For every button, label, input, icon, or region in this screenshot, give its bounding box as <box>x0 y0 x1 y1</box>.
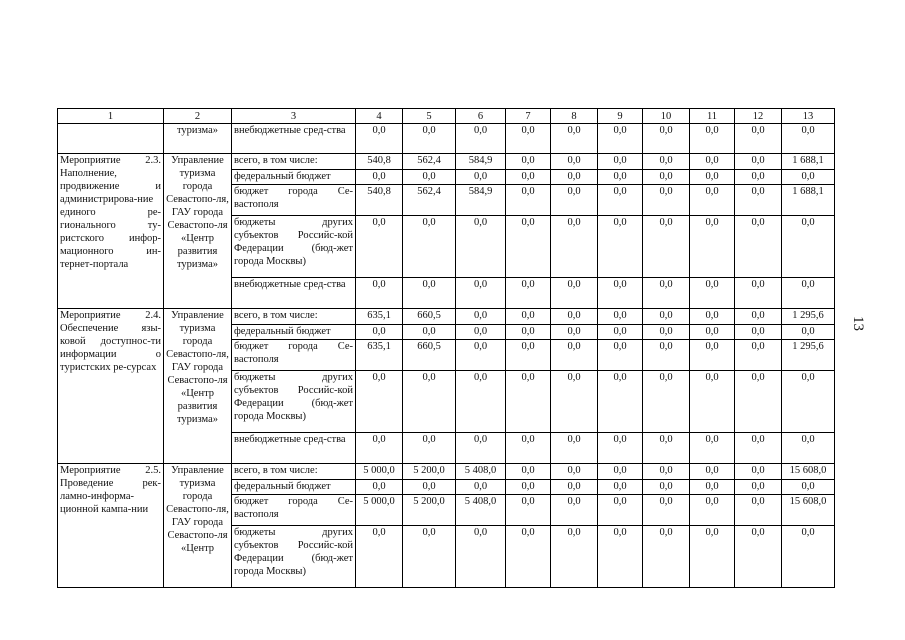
funding-source-cell: всего, в том числе: <box>232 309 356 325</box>
value-cell: 0,0 <box>598 309 643 325</box>
value-cell: 0,0 <box>456 216 506 278</box>
value-cell: 5 200,0 <box>403 495 456 526</box>
value-cell: 0,0 <box>643 480 690 495</box>
table-row <box>58 464 835 480</box>
value-cell: 0,0 <box>456 433 506 464</box>
funding-source-cell: федеральный бюджет <box>232 480 356 495</box>
total-value-cell: 15 608,0 <box>782 495 835 526</box>
column-number: 11 <box>690 109 735 124</box>
value-cell: 0,0 <box>690 154 735 170</box>
funding-source-cell: внебюджетные сред-ства <box>232 124 356 154</box>
value-cell: 0,0 <box>506 433 551 464</box>
value-cell: 0,0 <box>690 216 735 278</box>
value-cell: 0,0 <box>735 185 782 216</box>
total-value-cell: 1 295,6 <box>782 340 835 371</box>
value-cell: 0,0 <box>551 124 598 154</box>
value-cell: 0,0 <box>735 526 782 588</box>
funding-source-cell: федеральный бюджет <box>232 170 356 185</box>
event-cell: Мероприятие 2.4. Обеспечение язы-ковой доступнос-ти информации о туристских ре-сурсах <box>58 309 164 464</box>
value-cell: 0,0 <box>551 433 598 464</box>
value-cell: 0,0 <box>598 325 643 340</box>
funding-source-cell: бюджеты других субъектов Российс-кой Федерации (бюд-жет города Москвы) <box>232 371 356 433</box>
value-cell: 0,0 <box>735 495 782 526</box>
table-row <box>58 309 835 325</box>
value-cell: 0,0 <box>643 216 690 278</box>
value-cell: 0,0 <box>456 371 506 433</box>
event-cell: Мероприятие 2.3. Наполнение, продвижение и администрирова-ние единого ре-гионального ту-ристского инфор-мационного ин-тернет-портала <box>58 154 164 309</box>
value-cell: 0,0 <box>506 185 551 216</box>
column-number: 10 <box>643 109 690 124</box>
value-cell: 0,0 <box>506 124 551 154</box>
value-cell: 562,4 <box>403 154 456 170</box>
funding-source-cell: федеральный бюджет <box>232 325 356 340</box>
total-value-cell: 0,0 <box>782 325 835 340</box>
value-cell: 0,0 <box>643 278 690 309</box>
value-cell: 0,0 <box>506 325 551 340</box>
value-cell: 0,0 <box>598 433 643 464</box>
value-cell: 0,0 <box>643 464 690 480</box>
table-row <box>58 124 835 154</box>
value-cell: 0,0 <box>643 371 690 433</box>
value-cell: 0,0 <box>356 371 403 433</box>
value-cell: 0,0 <box>456 124 506 154</box>
value-cell: 0,0 <box>690 309 735 325</box>
value-cell: 0,0 <box>598 185 643 216</box>
value-cell: 0,0 <box>643 309 690 325</box>
value-cell: 0,0 <box>551 526 598 588</box>
total-value-cell: 1 688,1 <box>782 185 835 216</box>
value-cell: 0,0 <box>690 480 735 495</box>
value-cell: 0,0 <box>551 340 598 371</box>
value-cell: 0,0 <box>598 124 643 154</box>
executor-cell: туризма» <box>164 124 232 154</box>
value-cell: 0,0 <box>690 526 735 588</box>
value-cell: 0,0 <box>551 216 598 278</box>
value-cell: 0,0 <box>506 170 551 185</box>
value-cell: 0,0 <box>356 124 403 154</box>
value-cell: 5 000,0 <box>356 495 403 526</box>
value-cell: 0,0 <box>735 340 782 371</box>
value-cell: 0,0 <box>690 124 735 154</box>
value-cell: 0,0 <box>356 278 403 309</box>
value-cell: 0,0 <box>403 371 456 433</box>
value-cell: 0,0 <box>456 278 506 309</box>
value-cell: 635,1 <box>356 340 403 371</box>
value-cell: 635,1 <box>356 309 403 325</box>
column-number: 9 <box>598 109 643 124</box>
funding-source-cell: бюджеты других субъектов Российс-кой Федерации (бюд-жет города Москвы) <box>232 216 356 278</box>
value-cell: 0,0 <box>735 124 782 154</box>
value-cell: 0,0 <box>690 170 735 185</box>
column-number: 12 <box>735 109 782 124</box>
value-cell: 0,0 <box>598 154 643 170</box>
value-cell: 540,8 <box>356 185 403 216</box>
value-cell: 0,0 <box>403 216 456 278</box>
value-cell: 0,0 <box>506 216 551 278</box>
total-value-cell: 0,0 <box>782 124 835 154</box>
table-body <box>58 109 835 588</box>
value-cell: 0,0 <box>551 278 598 309</box>
total-value-cell: 0,0 <box>782 371 835 433</box>
value-cell: 0,0 <box>598 371 643 433</box>
value-cell: 0,0 <box>735 278 782 309</box>
value-cell: 5 200,0 <box>403 464 456 480</box>
value-cell: 0,0 <box>456 340 506 371</box>
value-cell: 0,0 <box>403 433 456 464</box>
value-cell: 0,0 <box>690 495 735 526</box>
value-cell: 0,0 <box>598 170 643 185</box>
value-cell: 0,0 <box>403 480 456 495</box>
value-cell: 0,0 <box>735 480 782 495</box>
value-cell: 0,0 <box>456 325 506 340</box>
funding-source-cell: бюджет города Се-вастополя <box>232 495 356 526</box>
value-cell: 0,0 <box>735 170 782 185</box>
value-cell: 0,0 <box>456 480 506 495</box>
total-value-cell: 1 688,1 <box>782 154 835 170</box>
value-cell: 0,0 <box>506 480 551 495</box>
event-cell: Мероприятие 2.5. Проведение рек-ламно-информа-ционной кампа-нии <box>58 464 164 588</box>
value-cell: 0,0 <box>643 495 690 526</box>
value-cell: 0,0 <box>643 185 690 216</box>
value-cell: 0,0 <box>598 495 643 526</box>
value-cell: 0,0 <box>506 309 551 325</box>
value-cell: 0,0 <box>403 526 456 588</box>
value-cell: 0,0 <box>356 170 403 185</box>
value-cell: 0,0 <box>356 480 403 495</box>
funding-source-cell: бюджет города Се-вастополя <box>232 340 356 371</box>
value-cell: 0,0 <box>403 170 456 185</box>
value-cell: 0,0 <box>690 340 735 371</box>
value-cell: 0,0 <box>551 154 598 170</box>
value-cell: 0,0 <box>598 526 643 588</box>
total-value-cell: 15 608,0 <box>782 464 835 480</box>
column-number: 13 <box>782 109 835 124</box>
value-cell: 0,0 <box>506 464 551 480</box>
total-value-cell: 0,0 <box>782 433 835 464</box>
total-value-cell: 1 295,6 <box>782 309 835 325</box>
value-cell: 0,0 <box>735 216 782 278</box>
value-cell: 0,0 <box>735 154 782 170</box>
total-value-cell: 0,0 <box>782 216 835 278</box>
value-cell: 0,0 <box>506 526 551 588</box>
value-cell: 584,9 <box>456 185 506 216</box>
total-value-cell: 0,0 <box>782 278 835 309</box>
value-cell: 0,0 <box>735 433 782 464</box>
value-cell: 0,0 <box>735 309 782 325</box>
value-cell: 0,0 <box>403 325 456 340</box>
funding-source-cell: внебюджетные сред-ства <box>232 433 356 464</box>
executor-cell: Управление туризма города Севастопо-ля, ГАУ города Севастопо-ля «Центр <box>164 464 232 588</box>
value-cell: 0,0 <box>690 464 735 480</box>
value-cell: 0,0 <box>643 170 690 185</box>
value-cell: 0,0 <box>506 371 551 433</box>
executor-cell: Управление туризма города Севастопо-ля, ГАУ города Севастопо-ля «Центр развития туризма» <box>164 309 232 464</box>
value-cell: 0,0 <box>551 325 598 340</box>
page-number: 13 <box>850 316 866 331</box>
funding-source-cell: внебюджетные сред-ства <box>232 278 356 309</box>
total-value-cell: 0,0 <box>782 526 835 588</box>
value-cell: 0,0 <box>403 278 456 309</box>
column-number: 2 <box>164 109 232 124</box>
value-cell: 0,0 <box>598 480 643 495</box>
executor-cell: Управление туризма города Севастопо-ля, ГАУ города Севастопо-ля «Центр развития туризма» <box>164 154 232 309</box>
funding-source-cell: бюджет города Се-вастополя <box>232 185 356 216</box>
value-cell: 0,0 <box>643 340 690 371</box>
column-number-row <box>58 109 835 124</box>
value-cell: 0,0 <box>598 464 643 480</box>
value-cell: 0,0 <box>456 170 506 185</box>
table-row <box>58 154 835 170</box>
value-cell: 0,0 <box>356 216 403 278</box>
value-cell: 0,0 <box>456 309 506 325</box>
column-number: 6 <box>456 109 506 124</box>
value-cell: 0,0 <box>690 185 735 216</box>
value-cell: 0,0 <box>506 154 551 170</box>
value-cell: 0,0 <box>551 170 598 185</box>
value-cell: 0,0 <box>506 278 551 309</box>
funding-source-cell: всего, в том числе: <box>232 154 356 170</box>
total-value-cell: 0,0 <box>782 480 835 495</box>
value-cell: 0,0 <box>456 526 506 588</box>
value-cell: 0,0 <box>643 325 690 340</box>
column-number: 7 <box>506 109 551 124</box>
budget-table <box>57 108 835 588</box>
value-cell: 660,5 <box>403 340 456 371</box>
value-cell: 584,9 <box>456 154 506 170</box>
value-cell: 0,0 <box>551 480 598 495</box>
value-cell: 0,0 <box>690 325 735 340</box>
value-cell: 562,4 <box>403 185 456 216</box>
value-cell: 0,0 <box>643 154 690 170</box>
value-cell: 0,0 <box>690 433 735 464</box>
value-cell: 0,0 <box>506 340 551 371</box>
value-cell: 0,0 <box>643 124 690 154</box>
value-cell: 0,0 <box>598 216 643 278</box>
value-cell: 540,8 <box>356 154 403 170</box>
value-cell: 0,0 <box>598 340 643 371</box>
column-number: 8 <box>551 109 598 124</box>
value-cell: 0,0 <box>551 371 598 433</box>
column-number: 4 <box>356 109 403 124</box>
value-cell: 0,0 <box>735 371 782 433</box>
value-cell: 0,0 <box>735 464 782 480</box>
value-cell: 0,0 <box>598 278 643 309</box>
value-cell: 0,0 <box>690 278 735 309</box>
value-cell: 5 408,0 <box>456 495 506 526</box>
value-cell: 0,0 <box>356 526 403 588</box>
total-value-cell: 0,0 <box>782 170 835 185</box>
event-cell <box>58 124 164 154</box>
value-cell: 0,0 <box>690 371 735 433</box>
value-cell: 0,0 <box>643 433 690 464</box>
value-cell: 5 408,0 <box>456 464 506 480</box>
value-cell: 5 000,0 <box>356 464 403 480</box>
value-cell: 0,0 <box>356 325 403 340</box>
funding-source-cell: бюджеты других субъектов Российс-кой Федерации (бюд-жет города Москвы) <box>232 526 356 588</box>
value-cell: 0,0 <box>551 185 598 216</box>
value-cell: 0,0 <box>643 526 690 588</box>
value-cell: 0,0 <box>356 433 403 464</box>
value-cell: 0,0 <box>735 325 782 340</box>
value-cell: 0,0 <box>551 495 598 526</box>
value-cell: 0,0 <box>551 464 598 480</box>
column-number: 5 <box>403 109 456 124</box>
value-cell: 660,5 <box>403 309 456 325</box>
value-cell: 0,0 <box>403 124 456 154</box>
value-cell: 0,0 <box>506 495 551 526</box>
value-cell: 0,0 <box>551 309 598 325</box>
column-number: 1 <box>58 109 164 124</box>
column-number: 3 <box>232 109 356 124</box>
funding-source-cell: всего, в том числе: <box>232 464 356 480</box>
